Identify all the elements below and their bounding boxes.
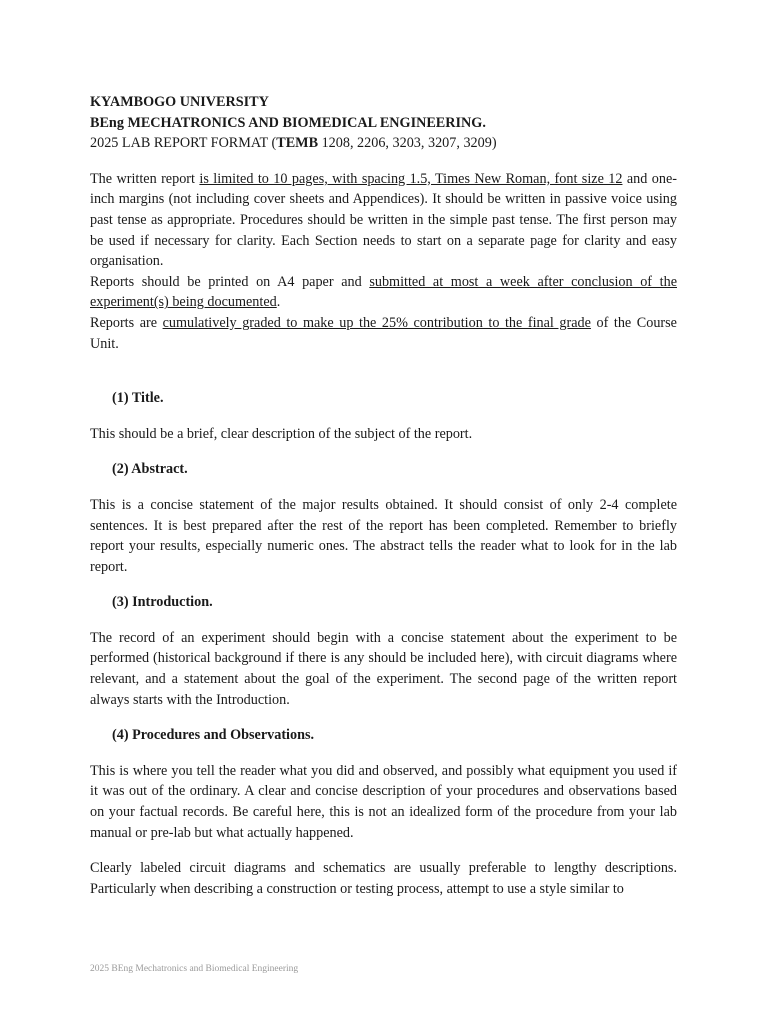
section-introduction-paragraph: The record of an experiment should begin with a concise statement about the experiment to be performed (historical background if there is any should be included here), with circuit diagrams where relevant, and a statement about the goal of the experiment. The second page of the written report always starts with the Introduction. [90,629,677,708]
section-abstract-paragraph: This is a concise statement of the major results obtained. It should consist of only 2-4 complete sentences. It is best prepared after the rest of the report has been completed. Remember to briefly report your results, especially numeric ones. The abstract tells the reader what to look for in the lab report. [90,496,677,575]
intro-p1-end: and one-inch margins (not including cover sheets and Appendices). It should be written in passive voice using past tense as appropriate. Procedures should be written in the simple past tense. The first person may be used if necessary for clarity. Each Section needs to start on a separate page for clarity and easy organisation. [90,170,677,270]
section-heading-introduction: (3) Introduction. [112,594,213,611]
intro-p3-underline: cumulatively graded to make up the 25% contribution to the final grade [162,314,591,331]
format-suffix: 1208, 2206, 3203, 3207, 3209) [318,135,497,152]
intro-p1-underline: is limited to 10 pages, with spacing 1.5, Times New Roman, font size 12 [199,170,623,187]
page-footer: 2025 BEng Mechatronics and Biomedical Engineering [90,964,299,974]
intro-paragraph-1 [90,169,677,272]
section-heading-procedures: (4) Procedures and Observations. [112,727,315,744]
intro-paragraph-3 [90,313,677,354]
format-code: TEMB [276,135,319,152]
intro-paragraph-2 [90,272,677,313]
intro-p2-underline: submitted at most a week after conclusion of the experiment(s) being documented [90,273,677,311]
intro-p2-start: Reports should be printed on A4 paper and [90,273,370,290]
university-name: KYAMBOGO UNIVERSITY [90,94,269,110]
intro-p2-end: . [276,294,281,311]
section-heading-abstract: (2) Abstract. [112,461,188,478]
intro-p3-end: of the Course Unit. [90,314,677,352]
programme-name: BEng MECHATRONICS AND BIOMEDICAL ENGINEERING. [90,114,486,131]
report-format-line [90,133,677,154]
section-procedures-paragraph-2: Clearly labeled circuit diagrams and schematics are usually preferable to lengthy descriptions. Particularly when describing a construction or testing process, attempt to use a style similar to [90,860,677,897]
section-procedures-paragraph-1: This is where you tell the reader what you did and observed, and possibly what equipment you used if it was out of the ordinary. A clear and concise description of your procedures and observations based on your factual records. Be careful here, this is not an idealized form of the procedure from your lab manual or pre-lab but what actually happened. [90,762,677,841]
intro-p1-start: The written report [90,170,200,187]
intro-p3-start: Reports are [90,314,163,331]
document-page [90,92,677,899]
format-prefix: 2025 LAB REPORT FORMAT ( [90,135,277,152]
section-title-paragraph: This should be a brief, clear description of the subject of the report. [90,425,473,442]
section-heading-title: (1) Title. [112,390,164,407]
